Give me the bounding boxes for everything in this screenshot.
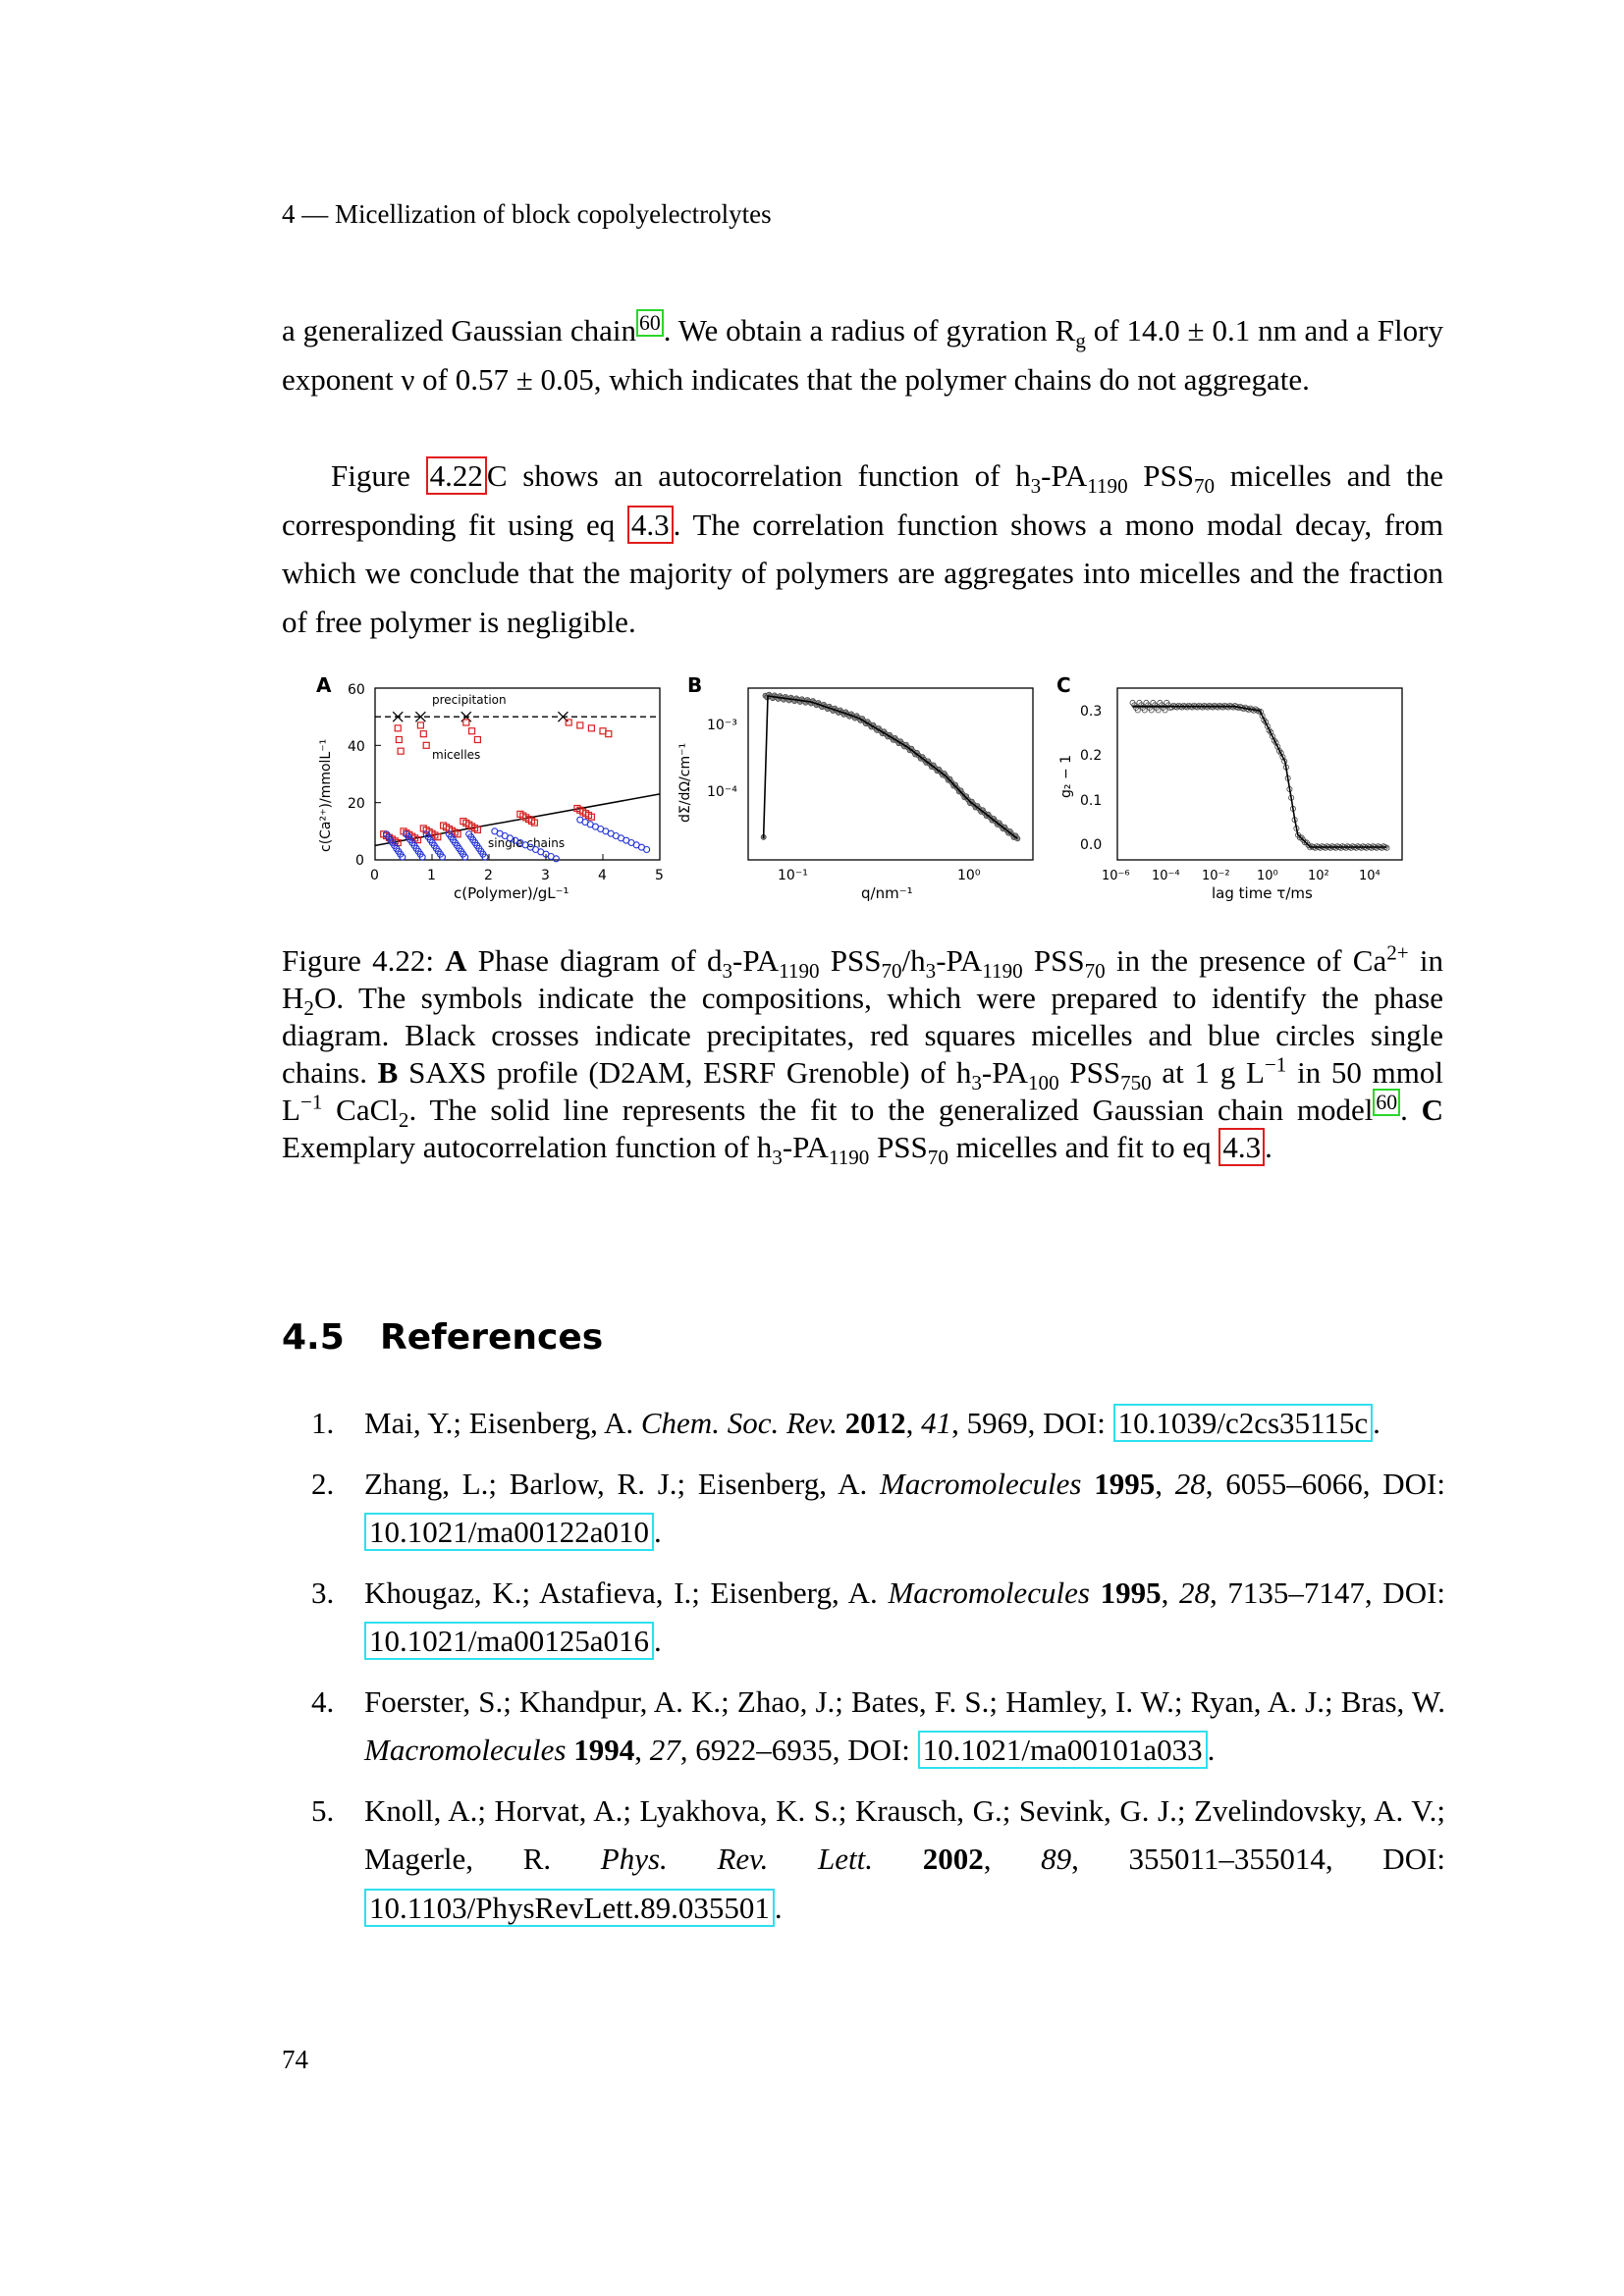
tick-label: 0.1 xyxy=(1080,793,1103,809)
section-heading xyxy=(282,1317,603,1358)
tick-label: 4 xyxy=(598,868,607,883)
text: in 50 mmol L xyxy=(282,1055,1443,1127)
reference-number: 5. xyxy=(311,1792,335,1828)
reference-volume: 41 xyxy=(921,1406,952,1440)
text: Figure xyxy=(331,458,426,493)
panel-c-marks xyxy=(1130,700,1389,850)
doi-link[interactable]: 10.1021/ma00122a010 xyxy=(364,1513,654,1551)
micelle-square xyxy=(600,728,606,734)
reference-volume: 28 xyxy=(1178,1575,1210,1610)
panel-b-label: B xyxy=(687,673,703,697)
subscript: 3 xyxy=(772,1146,783,1170)
text: -PA xyxy=(732,943,780,978)
reference-number: 3. xyxy=(311,1575,335,1610)
single-chain-circle xyxy=(644,847,650,853)
text: PSS xyxy=(1127,458,1194,493)
micelle-square xyxy=(417,722,423,728)
figure-svg xyxy=(316,670,1416,916)
text: -PA xyxy=(782,1130,829,1164)
tick-label: 10⁻³ xyxy=(707,718,737,733)
reference-volume: 27 xyxy=(649,1733,680,1767)
panel-c-ylabel: g₂ − 1 xyxy=(1058,754,1074,798)
reference-item: 1. Mai, Y.; Eisenberg, A. Chem. Soc. Rev. 2012, 41, 5969, DOI: 10.1039/c2cs35115c . xyxy=(282,1399,1445,1448)
reference-journal: Macromolecules xyxy=(364,1733,567,1767)
micelle-square xyxy=(588,725,594,731)
tick-label: 10⁰ xyxy=(1257,869,1278,883)
micelle-square xyxy=(398,748,404,754)
reference-item: 3. Khougaz, K.; Astafieva, I.; Eisenberg, A. Macromolecules 1995, 28, 7135–7147, DOI: 10.1021/ma00125a016 . xyxy=(282,1569,1445,1666)
text: . xyxy=(1207,1733,1216,1767)
micelle-square xyxy=(577,722,583,728)
paragraph-2 xyxy=(282,452,1443,646)
subscript: 70 xyxy=(927,1146,948,1170)
text: . xyxy=(1265,1130,1272,1164)
subscript: 1190 xyxy=(828,1146,870,1170)
text: micelles and fit to eq xyxy=(947,1130,1219,1164)
panel-a-xticks xyxy=(370,868,664,883)
text: in the presence of Ca xyxy=(1105,943,1387,978)
reference-authors: Mai, Y.; Eisenberg, A. xyxy=(364,1406,641,1440)
text: C shows an autocorrelation function of h xyxy=(486,458,1031,493)
panel-a-yticks xyxy=(348,682,365,869)
superscript: −1 xyxy=(299,1090,323,1114)
panel-b-xlabel: q/nm⁻¹ xyxy=(861,884,913,902)
tick-label: 20 xyxy=(348,796,365,812)
subscript: 100 xyxy=(1027,1071,1059,1095)
tick-label: 10² xyxy=(1308,869,1329,883)
reference-journal: Phys. Rev. Lett. xyxy=(600,1842,874,1876)
panel-c xyxy=(1056,673,1402,902)
text: PSS xyxy=(869,1130,928,1164)
doi-link[interactable]: 10.1039/c2cs35115c xyxy=(1113,1404,1374,1442)
micelle-square xyxy=(463,720,469,725)
equation-ref-link[interactable]: 4.3 xyxy=(627,506,674,544)
reference-year: 1995 xyxy=(1100,1575,1162,1610)
micelle-square xyxy=(395,725,401,731)
tick-label: 2 xyxy=(484,868,493,883)
tick-label: 10⁻² xyxy=(1202,869,1230,883)
reference-authors: Foerster, S.; Khandpur, A. K.; Zhao, J.; Bates, F. S.; Hamley, I. W.; Ryan, A. J.; Bras, W. xyxy=(364,1683,1445,1719)
subscript: 2 xyxy=(398,1108,409,1133)
subscript: g xyxy=(1075,329,1086,353)
caption-label: Figure 4.22: xyxy=(282,943,446,978)
text: . xyxy=(1373,1406,1380,1440)
reference-pages: , 6922–6935, DOI: xyxy=(679,1733,918,1767)
reference-year: 2002 xyxy=(922,1842,984,1876)
subscript: 1190 xyxy=(982,959,1023,984)
section-number: 4.5 xyxy=(282,1317,345,1358)
panel-c-label: C xyxy=(1056,673,1071,697)
tick-label: 0.0 xyxy=(1080,837,1103,853)
reference-authors: Knoll, A.; Horvat, A.; Lyakhova, K. S.; Krausch, G.; Sevink, G. J.; Zvelindovsky, A. V.; Magerle, R. xyxy=(364,1792,1445,1876)
running-head: 4 — Micellization of block copolyelectrolytes xyxy=(282,199,772,229)
annotation-single-chains: single chains xyxy=(488,836,566,850)
subscript: 3 xyxy=(971,1071,982,1095)
reference-journal: Chem. Soc. Rev. xyxy=(640,1406,838,1440)
single-chain-circle xyxy=(553,856,559,862)
reference-item: 2. Zhang, L.; Barlow, R. J.; Eisenberg, A. Macromolecules 1995, 28, 6055–6066, DOI: 10.1021/ma00122a010 . xyxy=(282,1460,1445,1557)
tick-label: 10⁻⁴ xyxy=(707,784,737,800)
annotation-micelles: micelles xyxy=(432,748,481,762)
text: A xyxy=(445,943,467,978)
text: . xyxy=(1400,1093,1422,1127)
doi-link[interactable]: 10.1103/PhysRevLett.89.035501 xyxy=(364,1889,775,1927)
text: PSS xyxy=(1022,943,1085,978)
tick-label: 0 xyxy=(370,868,379,883)
tick-label: 60 xyxy=(348,682,365,698)
text: CaCl xyxy=(322,1093,399,1127)
text: . xyxy=(654,1515,662,1549)
reference-year: 1995 xyxy=(1094,1466,1156,1501)
doi-link[interactable]: 10.1021/ma00101a033 xyxy=(918,1731,1208,1769)
equation-ref-link[interactable]: 4.3 xyxy=(1218,1128,1265,1166)
text: B xyxy=(377,1055,399,1090)
text: -PA xyxy=(981,1055,1028,1090)
micelle-square xyxy=(606,731,612,737)
citation-link[interactable]: 60 xyxy=(1373,1089,1400,1116)
text: a generalized Gaussian chain xyxy=(282,313,636,347)
text: Phase diagram of d xyxy=(466,943,723,978)
micelle-square xyxy=(469,728,475,734)
micelle-square xyxy=(474,737,480,743)
reference-item: 5. Knoll, A.; Horvat, A.; Lyakhova, K. S.; Krausch, G.; Sevink, G. J.; Zvelindovsky, A. V.; Magerle, R. Phys. Rev. Lett. 2002, 89, 355011–355014, DOI: 10.1103/PhysRevLett.89.035501 . xyxy=(282,1787,1445,1933)
panel-b-frame xyxy=(748,688,1033,860)
panel-a-xlabel: c(Polymer)/gL⁻¹ xyxy=(454,884,569,902)
acf-fit-line xyxy=(1133,707,1387,847)
reference-number: 1. xyxy=(311,1406,335,1440)
tick-label: 10⁻⁶ xyxy=(1102,869,1130,883)
reference-pages: , 355011–355014, DOI: xyxy=(1071,1842,1446,1876)
panel-c-xlabel: lag time τ/ms xyxy=(1212,884,1313,902)
text: Exemplary autocorrelation function of h xyxy=(282,1130,773,1164)
tick-label: 3 xyxy=(541,868,550,883)
text: PSS xyxy=(819,943,882,978)
reference-journal: Macromolecules xyxy=(880,1466,1082,1501)
subscript: 750 xyxy=(1120,1071,1152,1095)
tick-label: 10⁰ xyxy=(957,868,981,883)
figure-caption xyxy=(282,940,1444,1170)
text: . xyxy=(654,1624,662,1658)
reference-volume: 89 xyxy=(1041,1842,1072,1876)
subscript: 70 xyxy=(1194,474,1216,499)
subscript: 1190 xyxy=(1087,474,1128,499)
tick-label: 10⁻¹ xyxy=(778,868,808,883)
text: O. The symbols indicate the compositions, which were prepared to identify the phase diagram. Black crosses indicate precipitates, red squares micelles and blue circles single chains. xyxy=(282,981,1443,1090)
micelle-square xyxy=(420,731,426,737)
reference-pages: , 5969, DOI: xyxy=(951,1406,1113,1440)
text: in H xyxy=(282,943,1443,1015)
saxs-fit-line xyxy=(764,696,1018,838)
reference-journal: Macromolecules xyxy=(888,1575,1090,1610)
text: /h xyxy=(901,943,926,978)
paragraph-1 xyxy=(282,306,1443,403)
reference-list xyxy=(282,1399,1445,1944)
subscript: 3 xyxy=(1030,474,1042,499)
reference-authors: Zhang, L.; Barlow, R. J.; Eisenberg, A. xyxy=(364,1466,881,1501)
subscript: 70 xyxy=(1084,959,1106,984)
reference-pages: , 6055–6066, DOI: xyxy=(1205,1466,1445,1501)
text: . We obtain a radius of gyration R xyxy=(663,313,1076,347)
figure-ref-link[interactable]: 4.22 xyxy=(426,456,487,495)
text: . The solid line represents the fit to the generalized Gaussian chain model xyxy=(408,1093,1374,1127)
reference-number: 2. xyxy=(311,1466,335,1501)
reference-number: 4. xyxy=(311,1683,335,1719)
text: SAXS profile (D2AM, ESRF Grenoble) of h xyxy=(398,1055,972,1090)
tick-label: 5 xyxy=(655,868,664,883)
text: of 14.0 ± 0.1 nm and a Flory exponent ν of 0.57 ± 0.05, which indicates that the polymer chains do not aggregate. xyxy=(282,313,1443,397)
text: -PA xyxy=(1041,458,1088,493)
text: -PA xyxy=(936,943,983,978)
tick-label: 10⁻⁴ xyxy=(1152,869,1180,883)
reference-item: 4. Foerster, S.; Khandpur, A. K.; Zhao, J.; Bates, F. S.; Hamley, I. W.; Ryan, A. J.; Bras, W. Macromolecules 1994, 27, 6922–6935, DOI: 10.1021/ma00101a033 . xyxy=(282,1678,1445,1775)
figure-4-22 xyxy=(316,670,1416,916)
annotation-precipitation: precipitation xyxy=(432,693,507,707)
subscript: 70 xyxy=(881,959,902,984)
reference-pages: , 7135–7147, DOI: xyxy=(1209,1575,1446,1610)
subscript: 3 xyxy=(722,959,733,984)
micelle-square xyxy=(396,737,402,743)
reference-authors: Khougaz, K.; Astafieva, I.; Eisenberg, A. xyxy=(364,1575,889,1610)
panel-b xyxy=(677,673,1033,902)
section-title: References xyxy=(380,1317,604,1358)
subscript: 1190 xyxy=(779,959,820,984)
reference-year: 2012 xyxy=(844,1406,906,1440)
tick-label: 0.2 xyxy=(1080,748,1103,764)
panel-b-ylabel: dΣ/dΩ/cm⁻¹ xyxy=(677,742,693,823)
superscript: 2+ xyxy=(1386,940,1409,965)
tick-label: 40 xyxy=(348,739,365,755)
micelle-square xyxy=(423,742,429,748)
reference-year: 1994 xyxy=(573,1733,635,1767)
reference-volume: 28 xyxy=(1174,1466,1206,1501)
citation-link[interactable]: 60 xyxy=(636,309,664,337)
panel-a-ylabel: c(Ca²⁺)/mmolL⁻¹ xyxy=(318,738,334,852)
superscript: −1 xyxy=(1264,1052,1287,1077)
panel-a xyxy=(316,673,664,902)
text: . The correlation function shows a mono modal decay, from which we conclude that the majority of polymers are aggregates into micelles and the fraction of free polymer is negligible. xyxy=(282,507,1443,639)
text: PSS xyxy=(1058,1055,1121,1090)
tick-label: 0.3 xyxy=(1080,704,1103,720)
subscript: 2 xyxy=(303,996,314,1021)
doi-link[interactable]: 10.1021/ma00125a016 xyxy=(364,1622,654,1660)
tick-label: 10⁴ xyxy=(1359,869,1380,883)
text: C xyxy=(1421,1093,1444,1127)
tick-label: 1 xyxy=(427,868,436,883)
page-number: 74 xyxy=(282,2045,308,2074)
text: . xyxy=(774,1890,783,1925)
text: at 1 g L xyxy=(1151,1055,1265,1090)
text: micelles and the corresponding fit using eq xyxy=(282,458,1443,542)
panel-b-marks xyxy=(761,692,1020,841)
tick-label: 0 xyxy=(355,853,364,869)
subscript: 3 xyxy=(925,959,937,984)
precipitate-cross xyxy=(393,712,403,721)
panel-a-label: A xyxy=(316,673,332,697)
